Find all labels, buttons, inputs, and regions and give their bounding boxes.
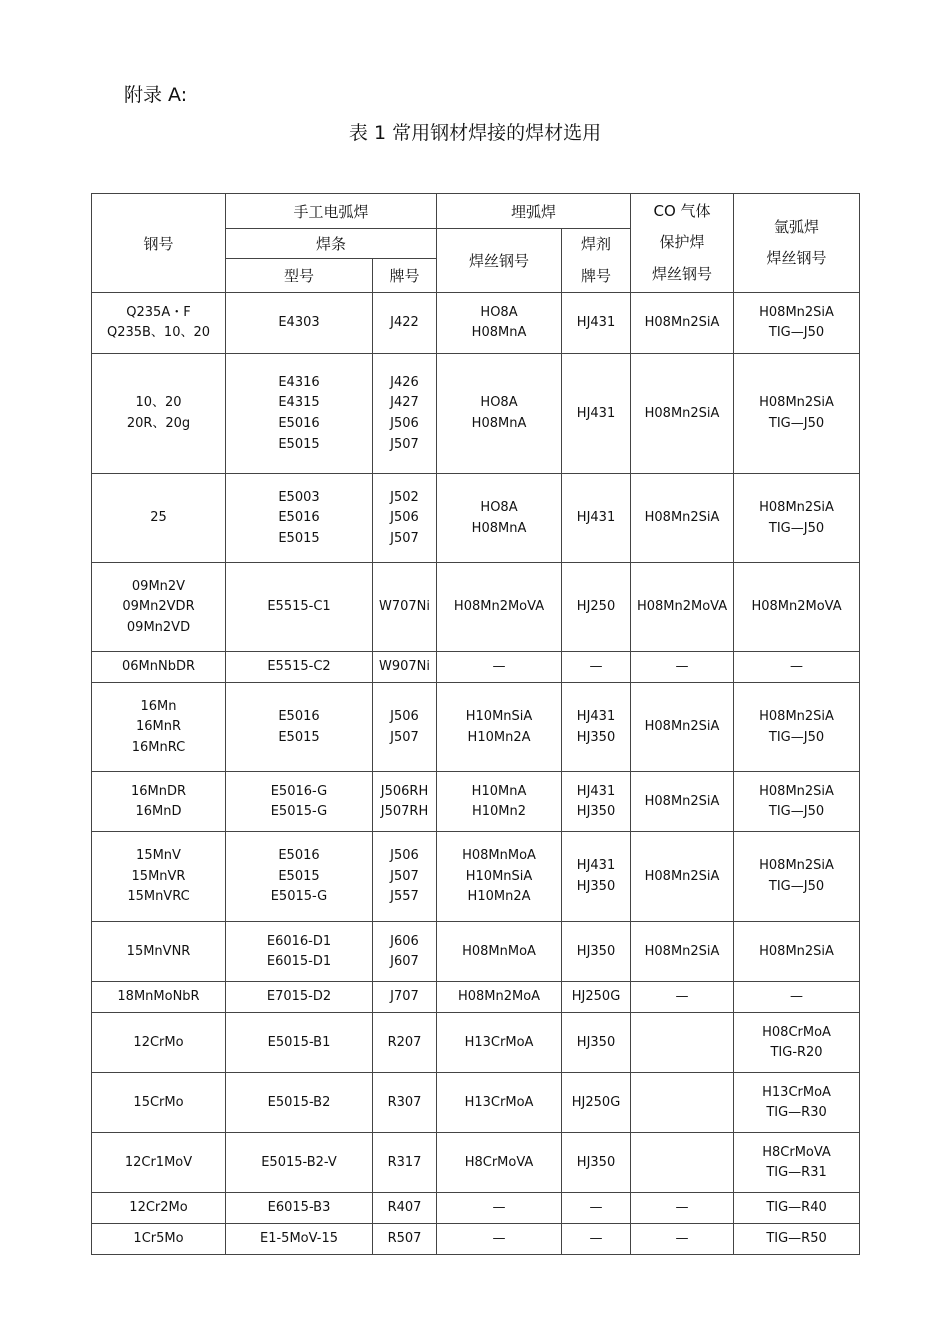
- header-submerged-arc: 埋弧焊: [437, 194, 631, 229]
- argon-cell-value: TIG-R20: [770, 1044, 823, 1060]
- brand-cell: [373, 1133, 437, 1193]
- model-cell-value: E5015-B2-V: [261, 1154, 337, 1170]
- brand-cell: [373, 293, 437, 354]
- wire-cell: [437, 1193, 562, 1224]
- header-steel: 钢号: [92, 194, 226, 293]
- wire-cell: [437, 1073, 562, 1133]
- flux-cell: [562, 1073, 631, 1133]
- co2-cell-value: H08Mn2SiA: [644, 793, 720, 809]
- table-row: [92, 1013, 860, 1073]
- model-cell-value: E5515-C2: [267, 659, 331, 675]
- argon-cell-value: TIG—R40: [766, 1200, 827, 1216]
- co2-cell: [631, 683, 734, 772]
- brand-cell-value: J427: [390, 395, 419, 411]
- flux-cell: [562, 354, 631, 474]
- co2-cell: [631, 474, 734, 563]
- steel-cell: [92, 982, 226, 1013]
- table-row: [92, 832, 860, 922]
- argon-cell-value: H08Mn2SiA: [759, 708, 834, 724]
- wire-cell-value: H10MnA: [471, 783, 527, 799]
- wire-cell-value: H13CrMoA: [464, 1034, 534, 1050]
- header-wire-steel: 焊丝钢号: [437, 229, 562, 293]
- flux-cell-value: HJ431: [576, 510, 616, 526]
- model-cell-value: E5016: [278, 848, 320, 864]
- steel-cell-value: 09Mn2VD: [126, 619, 191, 635]
- model-cell: [226, 1193, 373, 1224]
- argon-cell-value: H08Mn2SiA: [759, 943, 834, 959]
- flux-cell: [562, 563, 631, 652]
- model-cell: [226, 683, 373, 772]
- steel-cell-value: 12Cr2Mo: [129, 1200, 188, 1216]
- flux-cell: [562, 1193, 631, 1224]
- flux-cell: [562, 832, 631, 922]
- argon-cell-value: TIG—R31: [766, 1164, 827, 1180]
- steel-cell: [92, 1013, 226, 1073]
- co2-cell-value: H08Mn2SiA: [644, 315, 720, 331]
- brand-cell-value: R507: [387, 1231, 422, 1247]
- table-row: [92, 922, 860, 982]
- co2-cell: [631, 1133, 734, 1193]
- header-manual-arc: 手工电弧焊: [226, 194, 437, 229]
- steel-cell-value: 16Mn: [140, 698, 177, 714]
- argon-cell: [734, 832, 860, 922]
- steel-cell-value: Q235A・F: [126, 305, 191, 321]
- steel-cell: [92, 1133, 226, 1193]
- wire-cell-value: H10MnSiA: [465, 708, 533, 724]
- wire-cell: [437, 922, 562, 982]
- model-cell-value: E4316: [278, 374, 320, 390]
- model-cell-value: E5016: [278, 416, 320, 431]
- table-row: [92, 1224, 860, 1255]
- argon-cell: [734, 563, 860, 652]
- argon-cell-value: TIG—J50: [768, 520, 825, 536]
- co2-cell-value: H08Mn2MoVA: [636, 599, 728, 615]
- flux-cell-value: HJ350: [576, 943, 616, 959]
- steel-cell-value: 1Cr5Mo: [133, 1231, 184, 1247]
- flux-cell-value: HJ431: [576, 315, 616, 331]
- model-cell: [226, 652, 373, 683]
- wire-cell-value: H08MnA: [471, 416, 527, 431]
- table-row: [92, 354, 860, 474]
- model-cell-value: E6015-D1: [266, 953, 332, 969]
- flux-cell-value: HJ431: [576, 858, 616, 874]
- co2-cell: [631, 1013, 734, 1073]
- welding-materials-table: [91, 193, 860, 1255]
- brand-cell-value: W907Ni: [379, 659, 431, 675]
- steel-cell-value: 06MnNbDR: [121, 659, 196, 675]
- brand-cell-value: J507: [390, 868, 419, 884]
- brand-cell-value: J507: [390, 436, 419, 452]
- wire-cell-value: H8CrMoVA: [464, 1154, 534, 1170]
- table-row: [92, 1193, 860, 1224]
- brand-cell-value: J506: [390, 510, 419, 526]
- co2-cell-value: H08Mn2SiA: [644, 510, 720, 526]
- argon-cell-value: TIG—R50: [766, 1231, 827, 1247]
- wire-cell-value: H10Mn2A: [467, 889, 531, 905]
- model-cell-value: E5015-B1: [267, 1034, 331, 1050]
- co2-cell: [631, 1224, 734, 1255]
- table-row: [92, 772, 860, 832]
- model-cell-value: E7015-D2: [266, 989, 332, 1005]
- argon-cell-value: TIG—J50: [768, 803, 825, 819]
- model-cell-value: E5015: [278, 530, 320, 546]
- co2-cell-value: H08Mn2SiA: [644, 868, 720, 884]
- brand-cell: [373, 683, 437, 772]
- table-row: [92, 982, 860, 1013]
- brand-cell-value: R317: [387, 1154, 422, 1170]
- brand-cell-value: R307: [387, 1094, 422, 1110]
- brand-cell-value: J502: [390, 489, 419, 505]
- model-cell-value: E5003: [278, 489, 320, 505]
- brand-cell: [373, 772, 437, 832]
- argon-cell: [734, 1133, 860, 1193]
- wire-cell-value: H08MnA: [471, 325, 527, 341]
- argon-cell-value: TIG—J50: [768, 879, 825, 894]
- header-model: 型号: [226, 259, 373, 293]
- flux-cell-value: HJ431: [576, 783, 616, 799]
- steel-cell: [92, 293, 226, 354]
- brand-cell-value: J506: [390, 708, 419, 724]
- steel-cell: [92, 922, 226, 982]
- model-cell-value: E5015-G: [270, 889, 328, 905]
- wire-cell: [437, 832, 562, 922]
- header-argon: [734, 194, 860, 293]
- wire-cell: [437, 1013, 562, 1073]
- steel-cell-value: 15MnV: [136, 848, 181, 864]
- header-co2-line: CO 气体: [653, 201, 711, 220]
- wire-cell: [437, 563, 562, 652]
- brand-cell-value: J557: [390, 889, 419, 905]
- co2-cell: [631, 832, 734, 922]
- wire-cell: [437, 1133, 562, 1193]
- steel-cell: [92, 563, 226, 652]
- brand-cell: [373, 982, 437, 1013]
- model-cell-value: E5015: [278, 868, 320, 884]
- table-row: [92, 1133, 860, 1193]
- model-cell-value: E5015: [278, 436, 320, 452]
- model-cell: [226, 1224, 373, 1255]
- argon-cell-value: TIG—J50: [768, 729, 825, 745]
- header-flux-line: 牌号: [581, 266, 612, 285]
- flux-cell: [562, 1013, 631, 1073]
- model-cell: [226, 563, 373, 652]
- co2-cell: [631, 563, 734, 652]
- model-cell: [226, 474, 373, 563]
- argon-cell: [734, 1224, 860, 1255]
- argon-cell: [734, 982, 860, 1013]
- steel-cell-value: 16MnD: [135, 803, 182, 819]
- brand-cell: [373, 1193, 437, 1224]
- brand-cell-value: J506RH: [380, 783, 429, 799]
- steel-cell: [92, 652, 226, 683]
- brand-cell: [373, 354, 437, 474]
- brand-cell: [373, 922, 437, 982]
- flux-cell-value: HJ350: [576, 1154, 616, 1170]
- co2-cell: [631, 772, 734, 832]
- header-argon-line: 焊丝钢号: [766, 249, 827, 267]
- model-cell-value: E5016-G: [270, 783, 328, 799]
- flux-cell: [562, 293, 631, 354]
- argon-cell-value: H08Mn2SiA: [759, 305, 834, 321]
- table-row: [92, 652, 860, 683]
- argon-cell: [734, 1193, 860, 1224]
- flux-cell: [562, 1224, 631, 1255]
- argon-cell-value: H8CrMoVA: [762, 1144, 831, 1160]
- steel-cell-value: 15CrMo: [133, 1094, 184, 1110]
- header-argon-line: 氩弧焊: [774, 217, 820, 236]
- steel-cell: [92, 683, 226, 772]
- brand-cell: [373, 474, 437, 563]
- flux-cell-value: HJ350: [576, 879, 616, 894]
- table-row: [92, 563, 860, 652]
- brand-cell: [373, 1073, 437, 1133]
- flux-cell: [562, 474, 631, 563]
- argon-cell-value: —: [790, 989, 804, 1005]
- steel-cell-value: 12CrMo: [133, 1034, 184, 1050]
- steel-cell-value: 25: [150, 510, 167, 526]
- co2-cell-value: H08Mn2SiA: [644, 405, 720, 421]
- model-cell-value: E6015-B3: [267, 1200, 331, 1216]
- argon-cell-value: H08Mn2MoVA: [751, 599, 842, 615]
- wire-cell-value: HO8A: [480, 499, 518, 515]
- wire-cell-value: H10Mn2: [471, 803, 527, 819]
- co2-cell-value: —: [675, 659, 689, 675]
- co2-cell: [631, 982, 734, 1013]
- model-cell: [226, 982, 373, 1013]
- header-electrode: 焊条: [226, 229, 437, 259]
- flux-cell: [562, 982, 631, 1013]
- steel-cell: [92, 1073, 226, 1133]
- table-row: [92, 1073, 860, 1133]
- wire-cell: [437, 354, 562, 474]
- flux-cell-value: —: [589, 1231, 603, 1247]
- flux-cell-value: HJ250G: [571, 1094, 621, 1110]
- steel-cell-value: 15MnVR: [131, 868, 186, 884]
- argon-cell: [734, 293, 860, 354]
- wire-cell-value: H08MnMoA: [462, 848, 536, 864]
- co2-cell: [631, 354, 734, 474]
- header-brand: 牌号: [373, 259, 437, 293]
- brand-cell-value: J506: [390, 848, 419, 864]
- header-co2-line: 焊丝钢号: [652, 264, 713, 283]
- steel-cell-value: 15MnVNR: [126, 943, 191, 959]
- flux-cell-value: —: [589, 1200, 603, 1216]
- wire-cell: [437, 652, 562, 683]
- steel-cell-value: 10、20: [135, 395, 182, 411]
- model-cell: [226, 1133, 373, 1193]
- co2-cell-value: —: [675, 1231, 689, 1247]
- steel-cell-value: 16MnRC: [131, 739, 186, 755]
- table-row: [92, 474, 860, 563]
- steel-cell-value: 12Cr1MoV: [124, 1154, 193, 1170]
- co2-cell-value: —: [675, 1200, 689, 1216]
- wire-cell: [437, 683, 562, 772]
- wire-cell-value: H08MnA: [471, 520, 527, 536]
- flux-cell: [562, 922, 631, 982]
- argon-cell: [734, 772, 860, 832]
- brand-cell: [373, 1013, 437, 1073]
- argon-cell-value: H08Mn2SiA: [759, 395, 834, 411]
- brand-cell-value: R407: [387, 1200, 422, 1216]
- wire-cell-value: —: [492, 1200, 506, 1216]
- argon-cell: [734, 354, 860, 474]
- argon-cell: [734, 683, 860, 772]
- flux-cell: [562, 683, 631, 772]
- model-cell: [226, 1073, 373, 1133]
- argon-cell: [734, 1013, 860, 1073]
- brand-cell: [373, 652, 437, 683]
- steel-cell: [92, 772, 226, 832]
- brand-cell: [373, 1224, 437, 1255]
- model-cell: [226, 772, 373, 832]
- steel-cell-value: 16MnDR: [130, 783, 187, 799]
- wire-cell-value: H08Mn2MoVA: [453, 599, 545, 615]
- brand-cell: [373, 563, 437, 652]
- table-title: 表 1 常用钢材焊接的焊材选用: [348, 122, 602, 144]
- steel-cell: [92, 1193, 226, 1224]
- steel-cell-value: 09Mn2VDR: [122, 599, 195, 615]
- co2-cell: [631, 652, 734, 683]
- argon-cell-value: —: [790, 659, 804, 675]
- model-cell-value: E5515-C1: [267, 599, 331, 615]
- co2-cell: [631, 1193, 734, 1224]
- argon-cell-value: H13CrMoA: [762, 1084, 831, 1100]
- brand-cell-value: J426: [390, 374, 419, 390]
- flux-cell-value: HJ250G: [571, 989, 621, 1005]
- model-cell: [226, 832, 373, 922]
- flux-cell-value: HJ431: [576, 405, 616, 421]
- header-co2: [631, 194, 734, 293]
- wire-cell-value: HO8A: [480, 305, 518, 321]
- brand-cell-value: J607: [390, 953, 419, 969]
- table-row: [92, 683, 860, 772]
- argon-cell-value: H08CrMoA: [762, 1024, 831, 1040]
- argon-cell: [734, 922, 860, 982]
- wire-cell-value: H08MnMoA: [462, 943, 536, 959]
- wire-cell: [437, 1224, 562, 1255]
- brand-cell-value: J506: [390, 416, 419, 431]
- header-flux-line: 焊剂: [581, 235, 612, 253]
- wire-cell: [437, 772, 562, 832]
- co2-cell: [631, 1073, 734, 1133]
- wire-cell-value: H10Mn2A: [467, 729, 531, 745]
- model-cell-value: E5015-G: [270, 803, 328, 819]
- co2-cell: [631, 922, 734, 982]
- brand-cell: [373, 832, 437, 922]
- brand-cell-value: J507: [390, 530, 419, 546]
- model-cell-value: E1-5MoV-15: [260, 1231, 338, 1247]
- flux-cell-value: HJ350: [576, 1034, 616, 1050]
- flux-cell: [562, 1133, 631, 1193]
- steel-cell-value: 15MnVRC: [127, 889, 190, 905]
- steel-cell-value: 16MnR: [135, 719, 182, 735]
- argon-cell: [734, 1073, 860, 1133]
- flux-cell: [562, 772, 631, 832]
- header-co2-line: 保护焊: [659, 233, 705, 252]
- wire-cell: [437, 293, 562, 354]
- co2-cell-value: H08Mn2SiA: [644, 719, 720, 735]
- brand-cell-value: J507RH: [380, 803, 429, 819]
- brand-cell-value: W707Ni: [379, 599, 431, 615]
- argon-cell: [734, 652, 860, 683]
- steel-cell-value: 18MnMoNbR: [117, 989, 200, 1005]
- steel-cell: [92, 832, 226, 922]
- table-row: [92, 293, 860, 354]
- flux-cell-value: —: [589, 659, 603, 675]
- appendix-label: 附录 A:: [124, 84, 188, 106]
- wire-cell: [437, 982, 562, 1013]
- steel-cell-value: Q235B、10、20: [106, 325, 211, 341]
- brand-cell-value: J707: [390, 989, 419, 1005]
- model-cell-value: E4303: [278, 315, 320, 331]
- argon-cell-value: H08Mn2SiA: [759, 499, 834, 515]
- flux-cell: [562, 652, 631, 683]
- wire-cell: [437, 474, 562, 563]
- model-cell: [226, 354, 373, 474]
- co2-cell-value: H08Mn2SiA: [644, 943, 720, 959]
- wire-cell-value: —: [492, 1231, 506, 1247]
- wire-cell-value: —: [492, 659, 506, 675]
- steel-cell-value: 09Mn2V: [131, 578, 186, 594]
- model-cell-value: E5016: [278, 708, 320, 724]
- brand-cell-value: J606: [390, 933, 419, 949]
- wire-cell-value: HO8A: [480, 395, 518, 411]
- steel-cell: [92, 1224, 226, 1255]
- model-cell: [226, 1013, 373, 1073]
- flux-cell-value: HJ350: [576, 729, 616, 745]
- argon-cell: [734, 474, 860, 563]
- argon-cell-value: TIG—J50: [768, 325, 825, 341]
- argon-cell-value: TIG—R30: [766, 1104, 827, 1120]
- steel-cell: [92, 354, 226, 474]
- co2-cell: [631, 293, 734, 354]
- model-cell-value: E5015-B2: [267, 1094, 331, 1110]
- flux-cell-value: HJ350: [576, 803, 616, 819]
- brand-cell-value: J507: [390, 729, 419, 745]
- brand-cell-value: R207: [387, 1034, 422, 1050]
- model-cell-value: E4315: [278, 395, 320, 411]
- wire-cell-value: H08Mn2MoA: [457, 989, 541, 1005]
- model-cell: [226, 293, 373, 354]
- argon-cell-value: H08Mn2SiA: [759, 858, 834, 874]
- model-cell-value: E6016-D1: [266, 933, 332, 949]
- brand-cell-value: J422: [390, 315, 419, 331]
- flux-cell-value: HJ431: [576, 708, 616, 724]
- model-cell: [226, 922, 373, 982]
- wire-cell-value: H13CrMoA: [464, 1094, 534, 1110]
- model-cell-value: E5015: [278, 729, 320, 745]
- wire-cell-value: H10MnSiA: [465, 868, 533, 884]
- argon-cell-value: TIG—J50: [768, 416, 825, 431]
- co2-cell-value: —: [675, 989, 689, 1005]
- steel-cell-value: 20R、20g: [126, 416, 191, 431]
- argon-cell-value: H08Mn2SiA: [759, 783, 834, 799]
- steel-cell: [92, 474, 226, 563]
- model-cell-value: E5016: [278, 510, 320, 526]
- header-flux-brand: [562, 229, 631, 293]
- flux-cell-value: HJ250: [576, 599, 616, 615]
